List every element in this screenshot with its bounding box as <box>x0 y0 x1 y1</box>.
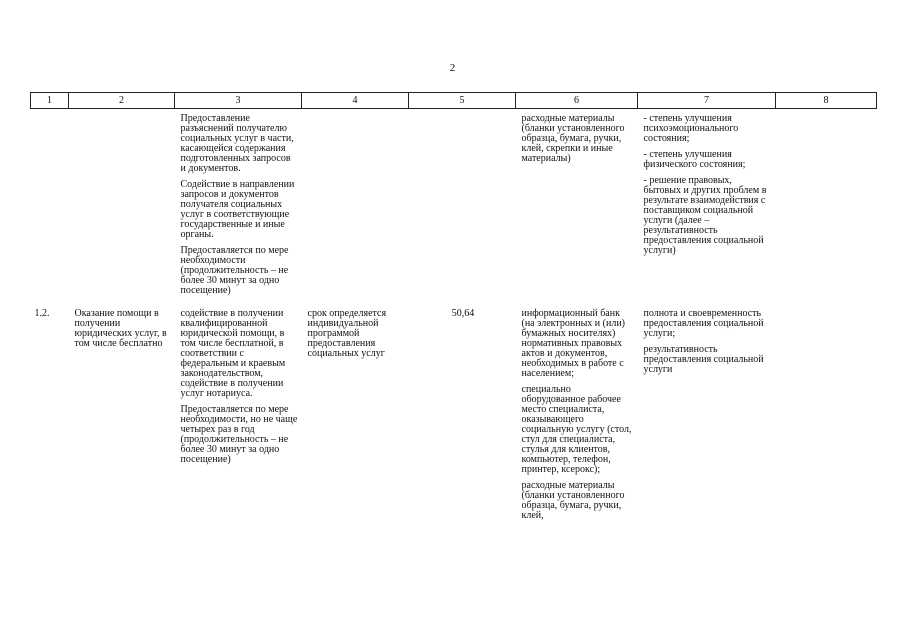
table-row <box>31 296 877 521</box>
cell-tariff: 50,64 <box>451 308 475 319</box>
page-number: 2 <box>449 62 456 74</box>
indicator-paragraph: полнота и своевременность предоставления социальной услуги; <box>643 308 764 339</box>
cell-resources <box>516 109 638 297</box>
resources-paragraph: специально оборудованное рабочее место специалиста, оказывающего социальную услугу (стол, стул для специалиста, стулья для клиентов, компьютер, телефон, принтер, ксерокс); <box>521 384 632 475</box>
description-paragraph: Предоставляется по мере необходимости (продолжительность – не более 30 минут за одно посещение) <box>180 245 289 296</box>
cell-number: 1.2. <box>34 308 50 319</box>
indicator-paragraph: результативность предоставления социальной услуги <box>643 344 764 375</box>
description-paragraph: Предоставляется по мере необходимости, но не чаще четырех раз в год (продолжительность – не более 30 минут за одно посещение) <box>180 404 298 465</box>
cell-term: срок определяется индивидуальной программой предоставления социальных услуг <box>307 308 387 359</box>
resources-paragraph: расходные материалы (бланки установленного образца, бумага, ручки, клей, <box>521 480 625 521</box>
indicator-paragraph: - степень улучшения физического состояния; <box>643 149 746 170</box>
header-row <box>31 93 877 109</box>
header-col-3: 3 <box>175 93 302 109</box>
table-row <box>31 109 877 297</box>
cell-number <box>31 109 69 297</box>
header-col-6: 6 <box>516 93 638 109</box>
header-col-5: 5 <box>409 93 516 109</box>
description-paragraph: содействие в получении квалифицированной юридической помощи, в том числе бесплатной, в соответствии с федеральным и краевым законодательством, содействие в получении услуг нотариуса. <box>180 308 286 399</box>
header-col-4: 4 <box>302 93 409 109</box>
cell-term <box>302 109 409 297</box>
cell-description <box>175 109 302 297</box>
cell-indicators <box>638 109 776 297</box>
cell-service-name <box>69 109 175 297</box>
cell-service-name: Оказание помощи в получении юридических услуг, в том числе бесплатно <box>74 308 167 349</box>
cell-conditions <box>776 296 877 521</box>
cell-description <box>175 296 302 521</box>
header-col-7: 7 <box>638 93 776 109</box>
cell-resources <box>516 296 638 521</box>
services-table <box>30 92 877 521</box>
description-paragraph: Предоставление разъяснений получателю социальных услуг в части, касающейся содержания подготовленных запросов и документов. <box>180 113 294 174</box>
resources-paragraph: расходные материалы (бланки установленного образца, бумага, ручки, клей, скрепки и иные материалы) <box>521 113 625 164</box>
indicator-paragraph: - решение правовых, бытовых и других проблем в результате взаимодействия с поставщиком социальной услуги (далее – результативность предоставления социальной услуги) <box>643 175 767 256</box>
cell-conditions <box>776 109 877 297</box>
header-col-1: 1 <box>31 93 69 109</box>
resources-paragraph: информационный банк (на электронных и (или) бумажных носителях) нормативных правовых актов и документов, необходимых в работе с населением; <box>521 308 626 379</box>
header-col-2: 2 <box>69 93 175 109</box>
indicator-paragraph: - степень улучшения психоэмоционального состояния; <box>643 113 739 144</box>
description-paragraph: Содействие в направлении запросов и документов получателя социальных услуг в соответствующие государственные и иные органы. <box>180 179 295 240</box>
cell-tariff <box>409 109 516 297</box>
header-col-8: 8 <box>776 93 877 109</box>
cell-indicators <box>638 296 776 521</box>
